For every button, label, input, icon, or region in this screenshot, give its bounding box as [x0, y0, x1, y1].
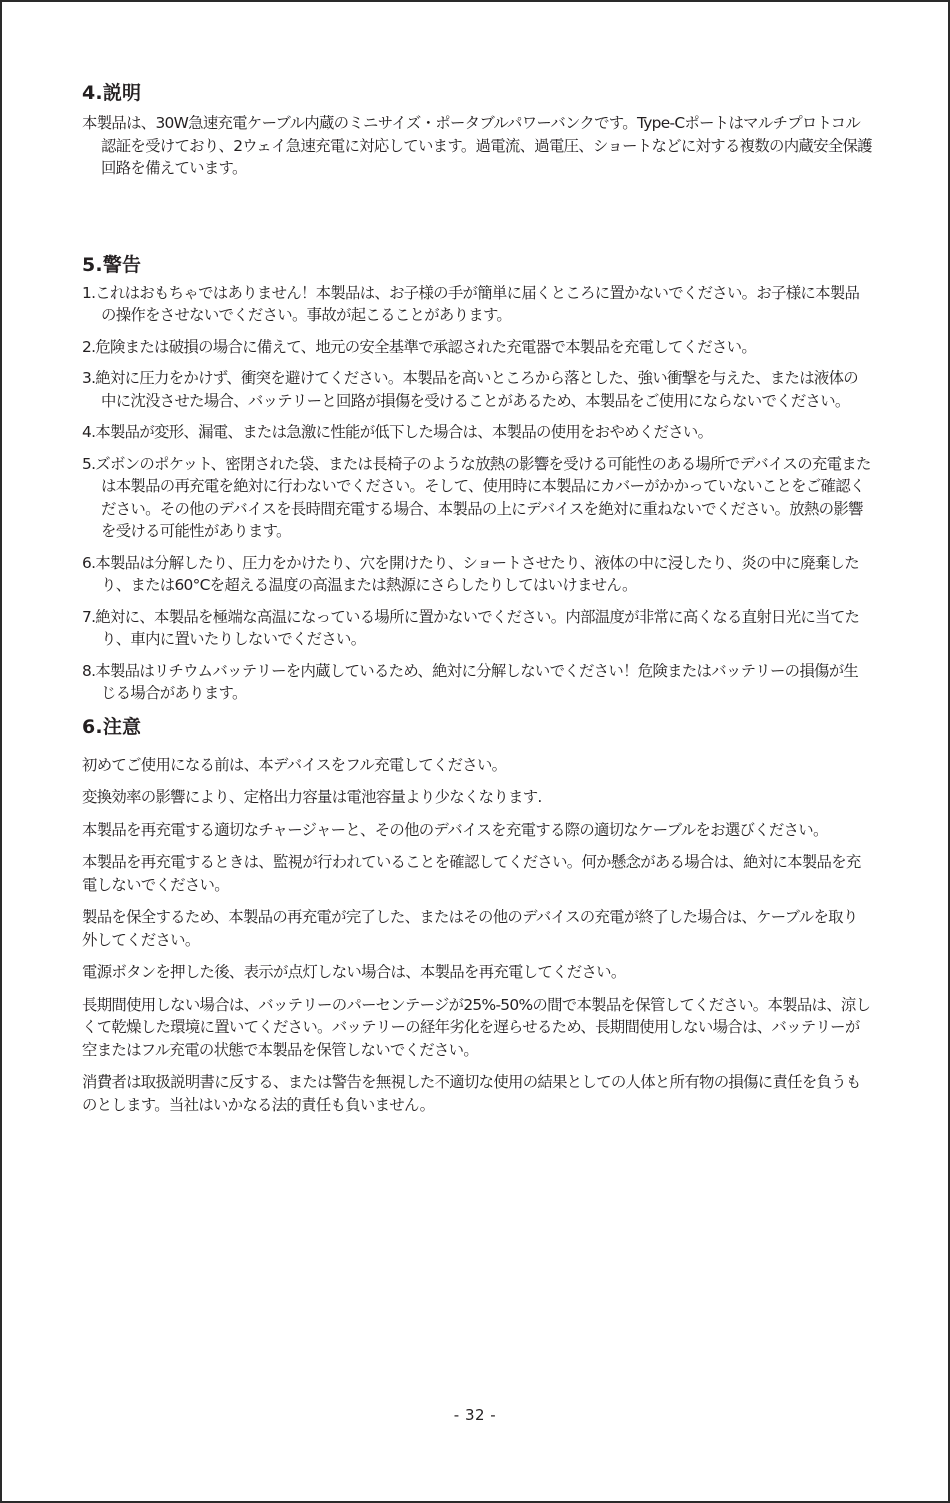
warning-item — [82, 336, 872, 359]
warnings-section — [82, 252, 872, 705]
caution-paragraph: 本製品を再充電する適切なチャージャーと、その他のデバイスを充電する際の適切なケーブルをお選びください。 — [82, 820, 828, 839]
cautions-heading: 6.注意 — [82, 715, 142, 738]
caution-paragraph: 本製品を再充電するときは、監視が行われていることを確認してください。何か懸念がある場合は、絶対に本製品を充電しないでください。 — [82, 853, 861, 894]
warning-item — [82, 606, 872, 651]
warnings-list — [82, 282, 872, 705]
caution-paragraph: 初めてご使用になる前は、本デバイスをフル充電してください。 — [82, 755, 507, 774]
warning-item — [82, 453, 872, 543]
warning-text: 2.危険または破損の場合に備えて、地元の安全基準で承認された充電器で本製品を充電してください。 — [82, 337, 757, 356]
warning-text: 8.本製品はリチウムバッテリーを内蔵しているため、絶対に分解しないでください！危険またはバッテリーの損傷が生じる場合があります。 — [82, 661, 859, 702]
warning-text: 4.本製品が変形、漏電、または急激に性能が低下した場合は、本製品の使用をおやめください。 — [82, 423, 713, 441]
description-body: 本製品は、30W急速充電ケーブル内蔵のミニサイズ・ポータブルパワーバンクです。Type-Cポートはマルチプロトコル認証を受けており、2ウェイ急速充電に対応しています。過電流、過電圧、ショートなどに対する複数の内蔵安全保護回路を備えています。 — [82, 114, 872, 177]
warning-item — [82, 282, 872, 327]
warning-text: 3.絶対に圧力をかけず、衝突を避けてください。本製品を高いところから落とした、強い衝撃を与えた、または液体の中に沈没させた場合、バッテリーと回路が損傷を受けることがあるため、本製品をご使用にならないでください。 — [82, 369, 858, 410]
description-heading: 4.説明 — [82, 82, 142, 104]
warning-item — [82, 367, 872, 412]
caution-paragraph: 消費者は取扱説明書に反する、または警告を無視した不適切な使用の結果としての人体と所有物の損傷に責任を負うものとします。当社はいかなる法的責任も負いません。 — [82, 1073, 861, 1114]
caution-paragraph: 変換効率の影響により、定格出力容量は電池容量より少なくなります. — [82, 788, 542, 806]
warning-item — [82, 552, 872, 597]
page-number: - 32 - — [453, 1406, 497, 1424]
caution-paragraph: 長期間使用しない場合は、バッテリーのパーセンテージが25%-50%の間で本製品を保管してください。本製品は、涼しくて乾燥した環境に置いてください。バッテリーの経年劣化を遅らせるため、長期間使用しない場合は、バッテリーが空またはフル充電の状態で本製品を保管しないでください。 — [82, 995, 871, 1059]
caution-paragraph: 電源ボタンを押した後、表示が点灯しない場合は、本製品を再充電してください。 — [82, 963, 626, 981]
warning-text: 1.これはおもちゃではありません！本製品は、お子様の手が簡単に届くところに置かないでください。お子様に本製品の操作をさせないでください。事故が起こることがあります。 — [82, 283, 860, 324]
warning-text: 6.本製品は分解したり、圧力をかけたり、穴を開けたり、ショートさせたり、液体の中に浸したり、炎の中に廃棄したり、または60°Cを超える温度の高温または熱源にさらしたりしてはいけません。 — [82, 553, 859, 594]
warning-text: 7.絶対に、本製品を極端な高温になっている場所に置かないでください。内部温度が非常に高くなる直射日光に当てたり、車内に置いたりしないでください。 — [82, 607, 860, 648]
description-section — [82, 80, 872, 180]
warning-item — [82, 660, 872, 705]
warnings-heading: 5.警告 — [82, 253, 142, 276]
warning-item — [82, 421, 872, 444]
caution-paragraph: 製品を保全するため、本製品の再充電が完了した、またはその他のデバイスの充電が終了した場合は、ケーブルを取り外してください。 — [82, 908, 858, 949]
cautions-section — [82, 714, 872, 1117]
warning-text: 5.ズボンのポケット、密閉された袋、または長椅子のような放熱の影響を受ける可能性のある場所でデバイスの充電または本製品の再充電を絶対に行わないでください。そして、使用時に本製品にカバーがかかっていないことをご確認ください。その他のデバイスを長時間充電する場合、本製品の上にデバイスを絶対に重ねないでください。放熱の影響を受ける可能性があります。 — [82, 454, 871, 540]
page-content — [82, 80, 872, 1126]
